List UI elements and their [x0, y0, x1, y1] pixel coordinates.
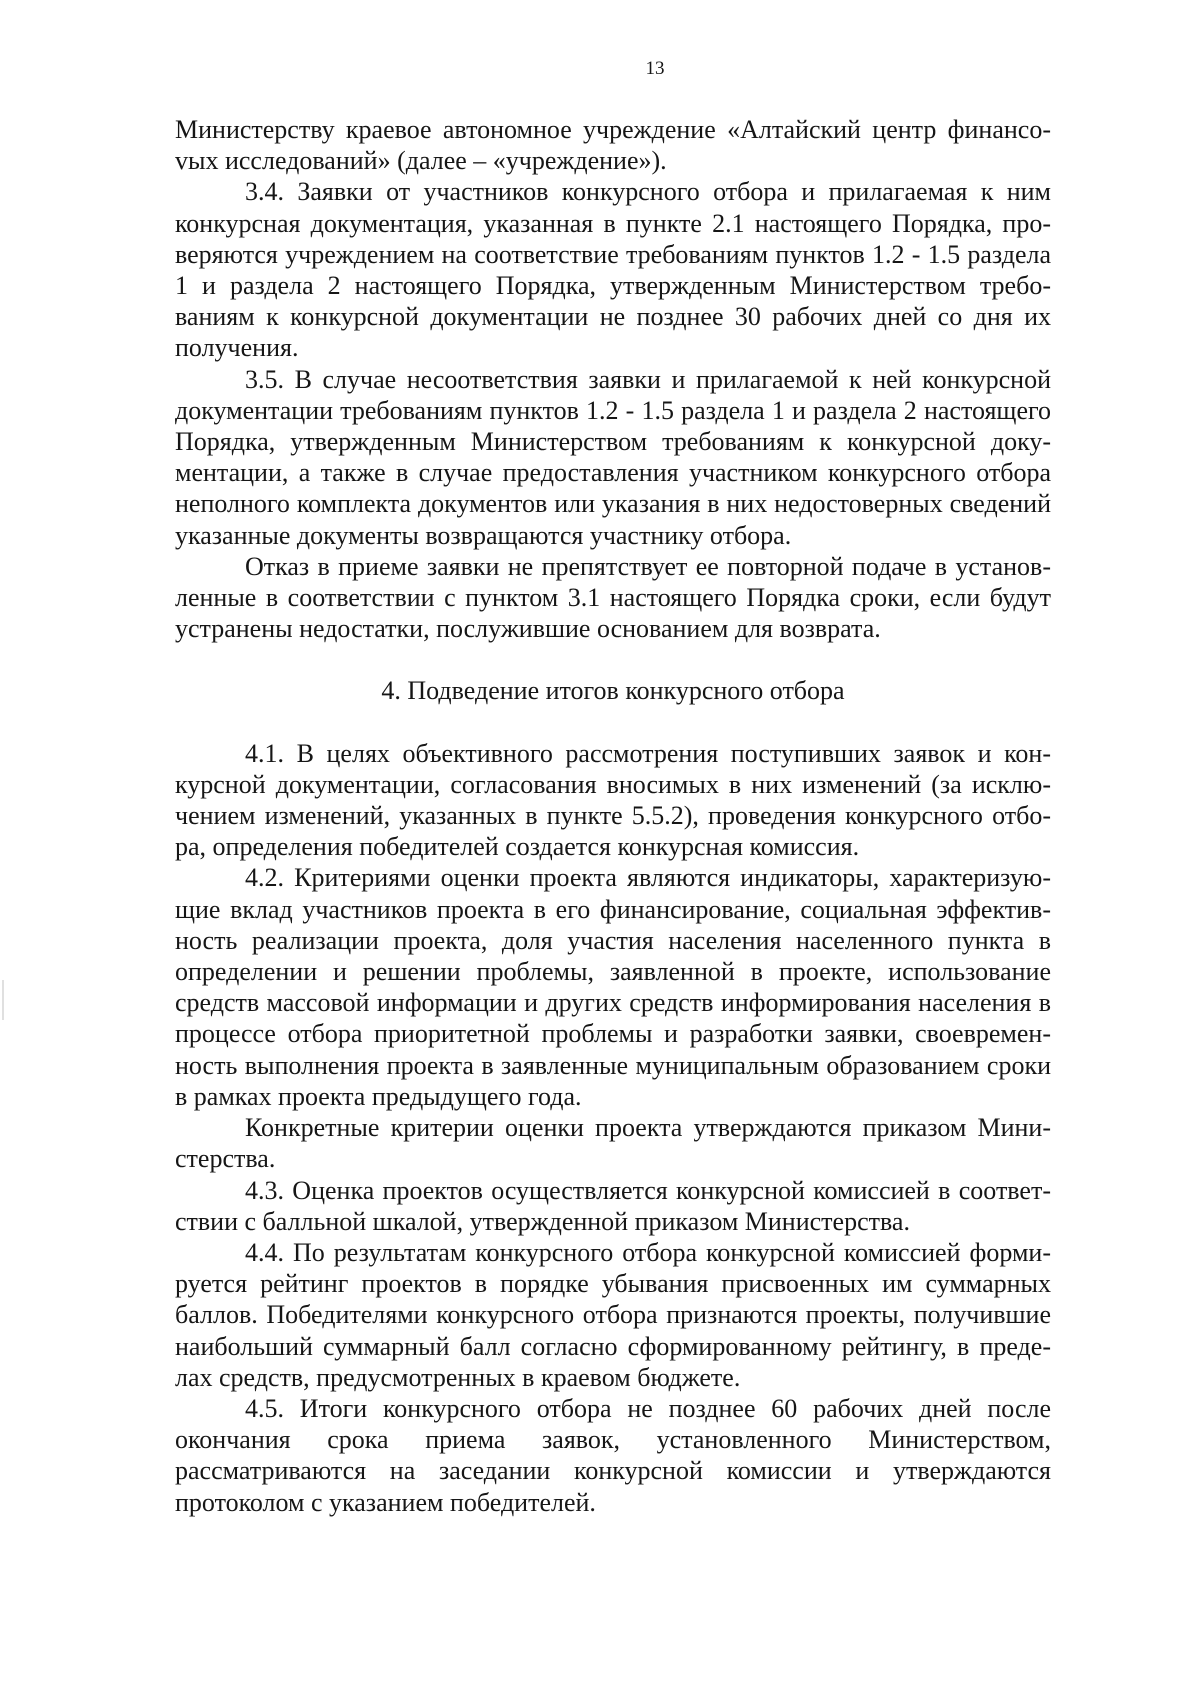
- scan-margin-mark: [2, 980, 4, 1020]
- document-body: [175, 114, 1051, 1518]
- paragraph-3-5: 3.5. В случае несоответствия заявки и прилагаемой к ней конкурсной документации требованиям пунктов 1.2 - 1.5 раздела 1 и раздела 2 настоящего Порядка, утвержденным Министерством требованиям к конкурсной документации, а также в случае предоставления участником конкурсного отбора неполного комплекта документов или указания в них недостоверных сведений указанные документы возвращаются участнику отбора.: [175, 364, 1051, 550]
- paragraph-4-5: 4.5. Итоги конкурсного отбора не позднее 60 рабочих дней после окончания срока приема заявок, установленного Министерством, рассматриваются на заседании конкурсной комиссии и утверждаются протоколом с указанием победителей.: [175, 1393, 1051, 1517]
- section-4-heading: 4. Подведение итогов конкурсного отбора: [381, 676, 845, 706]
- paragraph-4-4: 4.4. По результатам конкурсного отбора конкурсной комиссией формируется рейтинг проектов в порядке убывания присвоенных им суммарных баллов. Победителями конкурсного отбора признаются проекты, получившие наибольший суммарный балл согласно сформированному рейтингу, в пределах средств, предусмотренных в краевом бюджете.: [175, 1237, 1051, 1392]
- paragraph-continuation: Министерству краевое автономное учреждение «Алтайский центр финансоvых исследований» (далее – «учреждение»).: [175, 115, 1051, 176]
- paragraph-4-3: 4.3. Оценка проектов осуществляется конкурсной комиссией в соответствии с балльной шкалой, утвержденной приказом Министерства.: [175, 1175, 1051, 1236]
- paragraph-criteria: Конкретные критерии оценки проекта утверждаются приказом Министерства.: [175, 1113, 1051, 1174]
- paragraph-4-1: 4.1. В целях объективного рассмотрения поступивших заявок и конкурсной документации, согласования вносимых в них изменений (за исключением изменений, указанных в пункте 5.5.2), проведения конкурсного отбора, определения победителей создается конкурсная комиссия.: [175, 738, 1051, 862]
- paragraph-4-2: 4.2. Критериями оценки проекта являются индикаторы, характеризующие вклад участников проекта в его финансирование, социальная эффективность реализации проекта, доля участия населения населенного пункта в определении и решении проблемы, заявленной в проекте, использование средств массовой информации и других средств информирования населения в процессе отбора приоритетной проблемы и разработки заявки, своевременность выполнения проекта в заявленные муниципальным образованием сроки в рамках проекта предыдущего года.: [175, 863, 1051, 1111]
- paragraph-3-4: 3.4. Заявки от участников конкурсного отбора и прилагаемая к ним конкурсная документация, указанная в пункте 2.1 настоящего Порядка, проверяются учреждением на соответствие требованиям пунктов 1.2 - 1.5 раздела 1 и раздела 2 настоящего Порядка, утвержденным Министерством требованиям к конкурсной документации не позднее 30 рабочих дней со дня их получения.: [175, 177, 1051, 363]
- paragraph-refusal: Отказ в приеме заявки не препятствует ее повторной подаче в установленные в соответствии с пунктом 3.1 настоящего Порядка сроки, если будут устранены недостатки, послужившие основанием для возврата.: [175, 551, 1051, 644]
- page-number: 13: [645, 58, 665, 79]
